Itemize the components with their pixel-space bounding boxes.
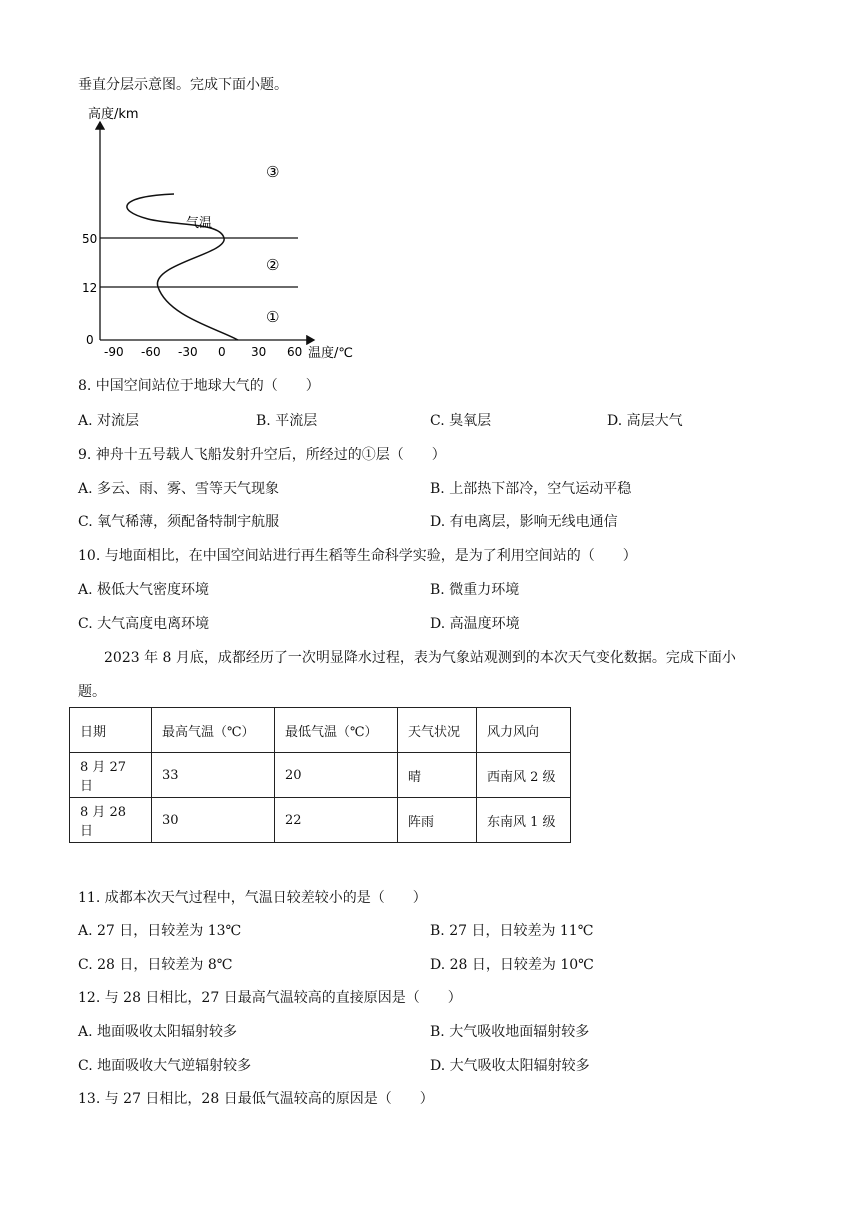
question-13-stem: 13. 与 27 日相比，28 日最低气温较高的原因是（ ） bbox=[78, 1091, 434, 1107]
table-cell: 20 bbox=[275, 753, 398, 798]
table-header-cell: 最高气温（℃） bbox=[152, 708, 275, 753]
table-cell: 22 bbox=[275, 798, 398, 843]
question-12-option-c: C. 地面吸收大气逆辐射较多 bbox=[78, 1058, 252, 1074]
layer-label-2: ② bbox=[266, 256, 280, 274]
question-10-stem: 10. 与地面相比，在中国空间站进行再生稻等生命科学实验，是为了利用空间站的（ ） bbox=[78, 548, 637, 564]
question-10-option-c: C. 大气高度电离环境 bbox=[78, 616, 210, 632]
table-header-cell: 日期 bbox=[70, 708, 152, 753]
question-10-option-d: D. 高温度环境 bbox=[430, 616, 520, 632]
question-11-option-a: A. 27 日，日较差为 13℃ bbox=[78, 923, 242, 939]
table-header-cell: 最低气温（℃） bbox=[275, 708, 398, 753]
y-tick-50: 50 bbox=[82, 232, 98, 246]
table-cell: 30 bbox=[152, 798, 275, 843]
x-tick-60: 60 bbox=[287, 345, 303, 359]
table-cell: 8 月 27 日 bbox=[70, 753, 152, 798]
table-cell: 东南风 1 级 bbox=[477, 798, 571, 843]
table-cell: 阵雨 bbox=[398, 798, 477, 843]
table-cell: 晴 bbox=[398, 753, 477, 798]
question-8-stem: 8. 中国空间站位于地球大气的（ ） bbox=[78, 378, 320, 394]
question-9-option-c: C. 氧气稀薄，须配备特制宇航服 bbox=[78, 514, 280, 530]
weather-table bbox=[69, 707, 571, 843]
layer-label-1: ① bbox=[266, 308, 280, 326]
intro-text: 垂直分层示意图。完成下面小题。 bbox=[78, 77, 288, 93]
table-header-cell: 天气状况 bbox=[398, 708, 477, 753]
table-row bbox=[70, 798, 571, 843]
table-cell: 西南风 2 级 bbox=[477, 753, 571, 798]
x-tick--90: -90 bbox=[104, 345, 124, 359]
atmosphere-layer-diagram bbox=[78, 104, 368, 366]
question-8-option-d: D. 高层大气 bbox=[607, 413, 683, 429]
question-8-option-c: C. 臭氧层 bbox=[430, 413, 492, 429]
table-row bbox=[70, 753, 571, 798]
temperature-curve bbox=[127, 194, 238, 340]
question-12-option-d: D. 大气吸收太阳辐射较多 bbox=[430, 1058, 590, 1074]
question-11-option-d: D. 28 日，日较差为 10℃ bbox=[430, 957, 594, 973]
x-tick--60: -60 bbox=[141, 345, 161, 359]
table-cell: 8 月 28 日 bbox=[70, 798, 152, 843]
question-12-stem: 12. 与 28 日相比，27 日最高气温较高的直接原因是（ ） bbox=[78, 990, 462, 1006]
y-axis-label: 高度/km bbox=[88, 107, 139, 122]
x-tick-0: 0 bbox=[218, 345, 226, 359]
y-tick-0: 0 bbox=[86, 333, 94, 347]
question-9-option-b: B. 上部热下部冷，空气运动平稳 bbox=[430, 481, 632, 497]
question-9-stem: 9. 神舟十五号载人飞船发射升空后，所经过的①层（ ） bbox=[78, 447, 446, 463]
table-header-cell: 风力风向 bbox=[477, 708, 571, 753]
x-tick--30: -30 bbox=[178, 345, 198, 359]
question-11-option-c: C. 28 日，日较差为 8℃ bbox=[78, 957, 233, 973]
question-8-option-b: B. 平流层 bbox=[256, 413, 318, 429]
question-10-option-a: A. 极低大气密度环境 bbox=[78, 582, 210, 598]
question-12-option-b: B. 大气吸收地面辐射较多 bbox=[430, 1024, 590, 1040]
question-10-option-b: B. 微重力环境 bbox=[430, 582, 520, 598]
question-8-option-a: A. 对流层 bbox=[78, 413, 140, 429]
question-9-option-d: D. 有电离层，影响无线电通信 bbox=[430, 514, 618, 530]
question-11-stem: 11. 成都本次天气过程中，气温日较差较小的是（ ） bbox=[78, 890, 427, 906]
table-header-row bbox=[70, 708, 571, 753]
question-11-option-b: B. 27 日，日较差为 11℃ bbox=[430, 923, 594, 939]
table-cell: 33 bbox=[152, 753, 275, 798]
curve-label: 气温 bbox=[186, 216, 213, 231]
question-12-option-a: A. 地面吸收太阳辐射较多 bbox=[78, 1024, 238, 1040]
question-9-option-a: A. 多云、雨、雾、雪等天气现象 bbox=[78, 481, 280, 497]
x-tick-30: 30 bbox=[251, 345, 267, 359]
layer-label-3: ③ bbox=[266, 163, 280, 181]
passage-line-2: 题。 bbox=[78, 684, 106, 700]
x-axis-label: 温度/℃ bbox=[308, 346, 353, 361]
passage-line-1: 2023 年 8 月底，成都经历了一次明显降水过程，表为气象站观测到的本次天气变化数据。完成下面小 bbox=[104, 650, 736, 666]
y-tick-12: 12 bbox=[82, 281, 98, 295]
